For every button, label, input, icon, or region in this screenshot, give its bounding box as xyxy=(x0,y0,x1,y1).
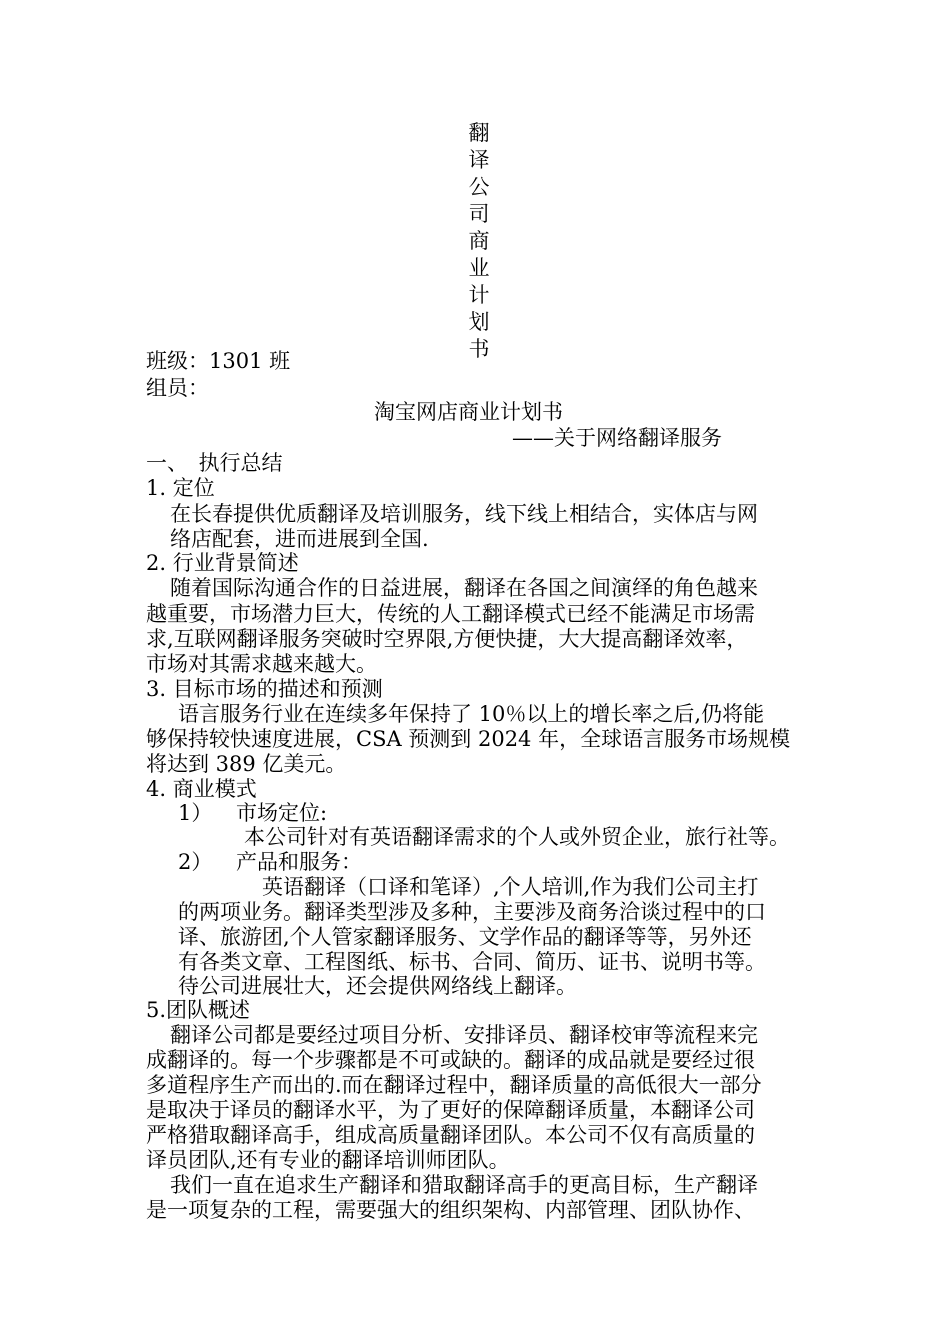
list-label-market-positioning: 市场定位: xyxy=(236,801,328,825)
paragraph-line: 是一项复杂的工程，需要强大的组织架构、内部管理、团队协作、 xyxy=(146,1198,755,1222)
paragraph-line: 待公司进展壮大，还会提供网络线上翻译。 xyxy=(178,974,577,998)
class-line: 班级：1301 班 xyxy=(146,349,291,373)
doc-title: 淘宝网店商业计划书 xyxy=(374,400,563,424)
paragraph-line: 多道程序生产而出的.而在翻译过程中，翻译质量的高低很大一部分 xyxy=(146,1073,762,1097)
cover-title-char: 划 xyxy=(468,310,490,334)
subsection-heading-team: 5.团队概述 xyxy=(146,998,251,1022)
paragraph-line: 译员团队,还有专业的翻译培训师团队。 xyxy=(146,1148,510,1172)
members-line: 组员： xyxy=(146,376,209,400)
cover-title-char: 计 xyxy=(468,283,490,307)
paragraph-line: 我们一直在追求生产翻译和猎取翻译高手的更高目标，生产翻译 xyxy=(170,1173,758,1197)
cover-title-char: 译 xyxy=(468,148,490,172)
cover-vertical-title xyxy=(465,120,493,363)
section-heading-executive-summary: 一、 执行总结 xyxy=(146,451,283,475)
paragraph-line: 求,互联网翻译服务突破时空界限,方便快捷，大大提高翻译效率， xyxy=(146,627,748,651)
cover-title-char: 商 xyxy=(468,229,490,253)
paragraph-line: 的两项业务。翻译类型涉及多种，主要涉及商务洽谈过程中的口 xyxy=(178,900,766,924)
paragraph-line: 是取决于译员的翻译水平，为了更好的保障翻译质量，本翻译公司 xyxy=(146,1098,755,1122)
paragraph-line: 翻译公司都是要经过项目分析、安排译员、翻译校审等流程来完 xyxy=(170,1023,758,1047)
paragraph-line: 将达到 389 亿美元。 xyxy=(146,752,347,776)
list-label-products-services: 产品和服务： xyxy=(236,850,362,874)
paragraph-line: 络店配套，进而进展到全国. xyxy=(170,527,429,551)
subsection-heading-target-market: 3. 目标市场的描述和预测 xyxy=(146,677,383,701)
paragraph-line: 市场对其需求越来越大。 xyxy=(146,652,377,676)
paragraph-line: 越重要，市场潜力巨大，传统的人工翻译模式已经不能满足市场需 xyxy=(146,602,755,626)
doc-subtitle: ——关于网络翻译服务 xyxy=(512,426,722,450)
cover-title-char: 书 xyxy=(468,337,490,361)
subsection-heading-business-model: 4. 商业模式 xyxy=(146,777,257,801)
paragraph-line: 本公司针对有英语翻译需求的个人或外贸企业，旅行社等。 xyxy=(244,825,790,849)
paragraph-line: 成翻译的。每一个步骤都是不可或缺的。翻译的成品就是要经过很 xyxy=(146,1048,755,1072)
paragraph-line: 英语翻译（口译和笔译）,个人培训,作为我们公司主打 xyxy=(262,875,759,899)
cover-title-char: 公 xyxy=(468,175,490,199)
paragraph-line: 有各类文章、工程图纸、标书、合同、简历、证书、说明书等。 xyxy=(178,950,766,974)
subsection-heading-positioning: 1. 定位 xyxy=(146,476,215,500)
paragraph-line: 译、旅游团,个人管家翻译服务、文学作品的翻译等等，另外还 xyxy=(178,925,752,949)
subsection-heading-industry: 2. 行业背景简述 xyxy=(146,551,299,575)
list-number: 2） xyxy=(178,850,213,874)
paragraph-line: 严格猎取翻译高手，组成高质量翻译团队。本公司不仅有高质量的 xyxy=(146,1123,755,1147)
cover-title-char: 业 xyxy=(468,256,490,280)
list-number: 1） xyxy=(178,801,213,825)
paragraph-line: 在长春提供优质翻译及培训服务，线下线上相结合，实体店与网 xyxy=(170,502,758,526)
cover-title-char: 翻 xyxy=(468,121,490,145)
paragraph-line: 语言服务行业在连续多年保持了 10％以上的增长率之后,仍将能 xyxy=(178,702,765,726)
paragraph-line: 随着国际沟通合作的日益进展，翻译在各国之间演绎的角色越来 xyxy=(170,576,758,600)
cover-title-char: 司 xyxy=(468,202,490,226)
paragraph-line: 够保持较快速度进展，CSA 预测到 2024 年，全球语言服务市场规模 xyxy=(146,727,791,751)
